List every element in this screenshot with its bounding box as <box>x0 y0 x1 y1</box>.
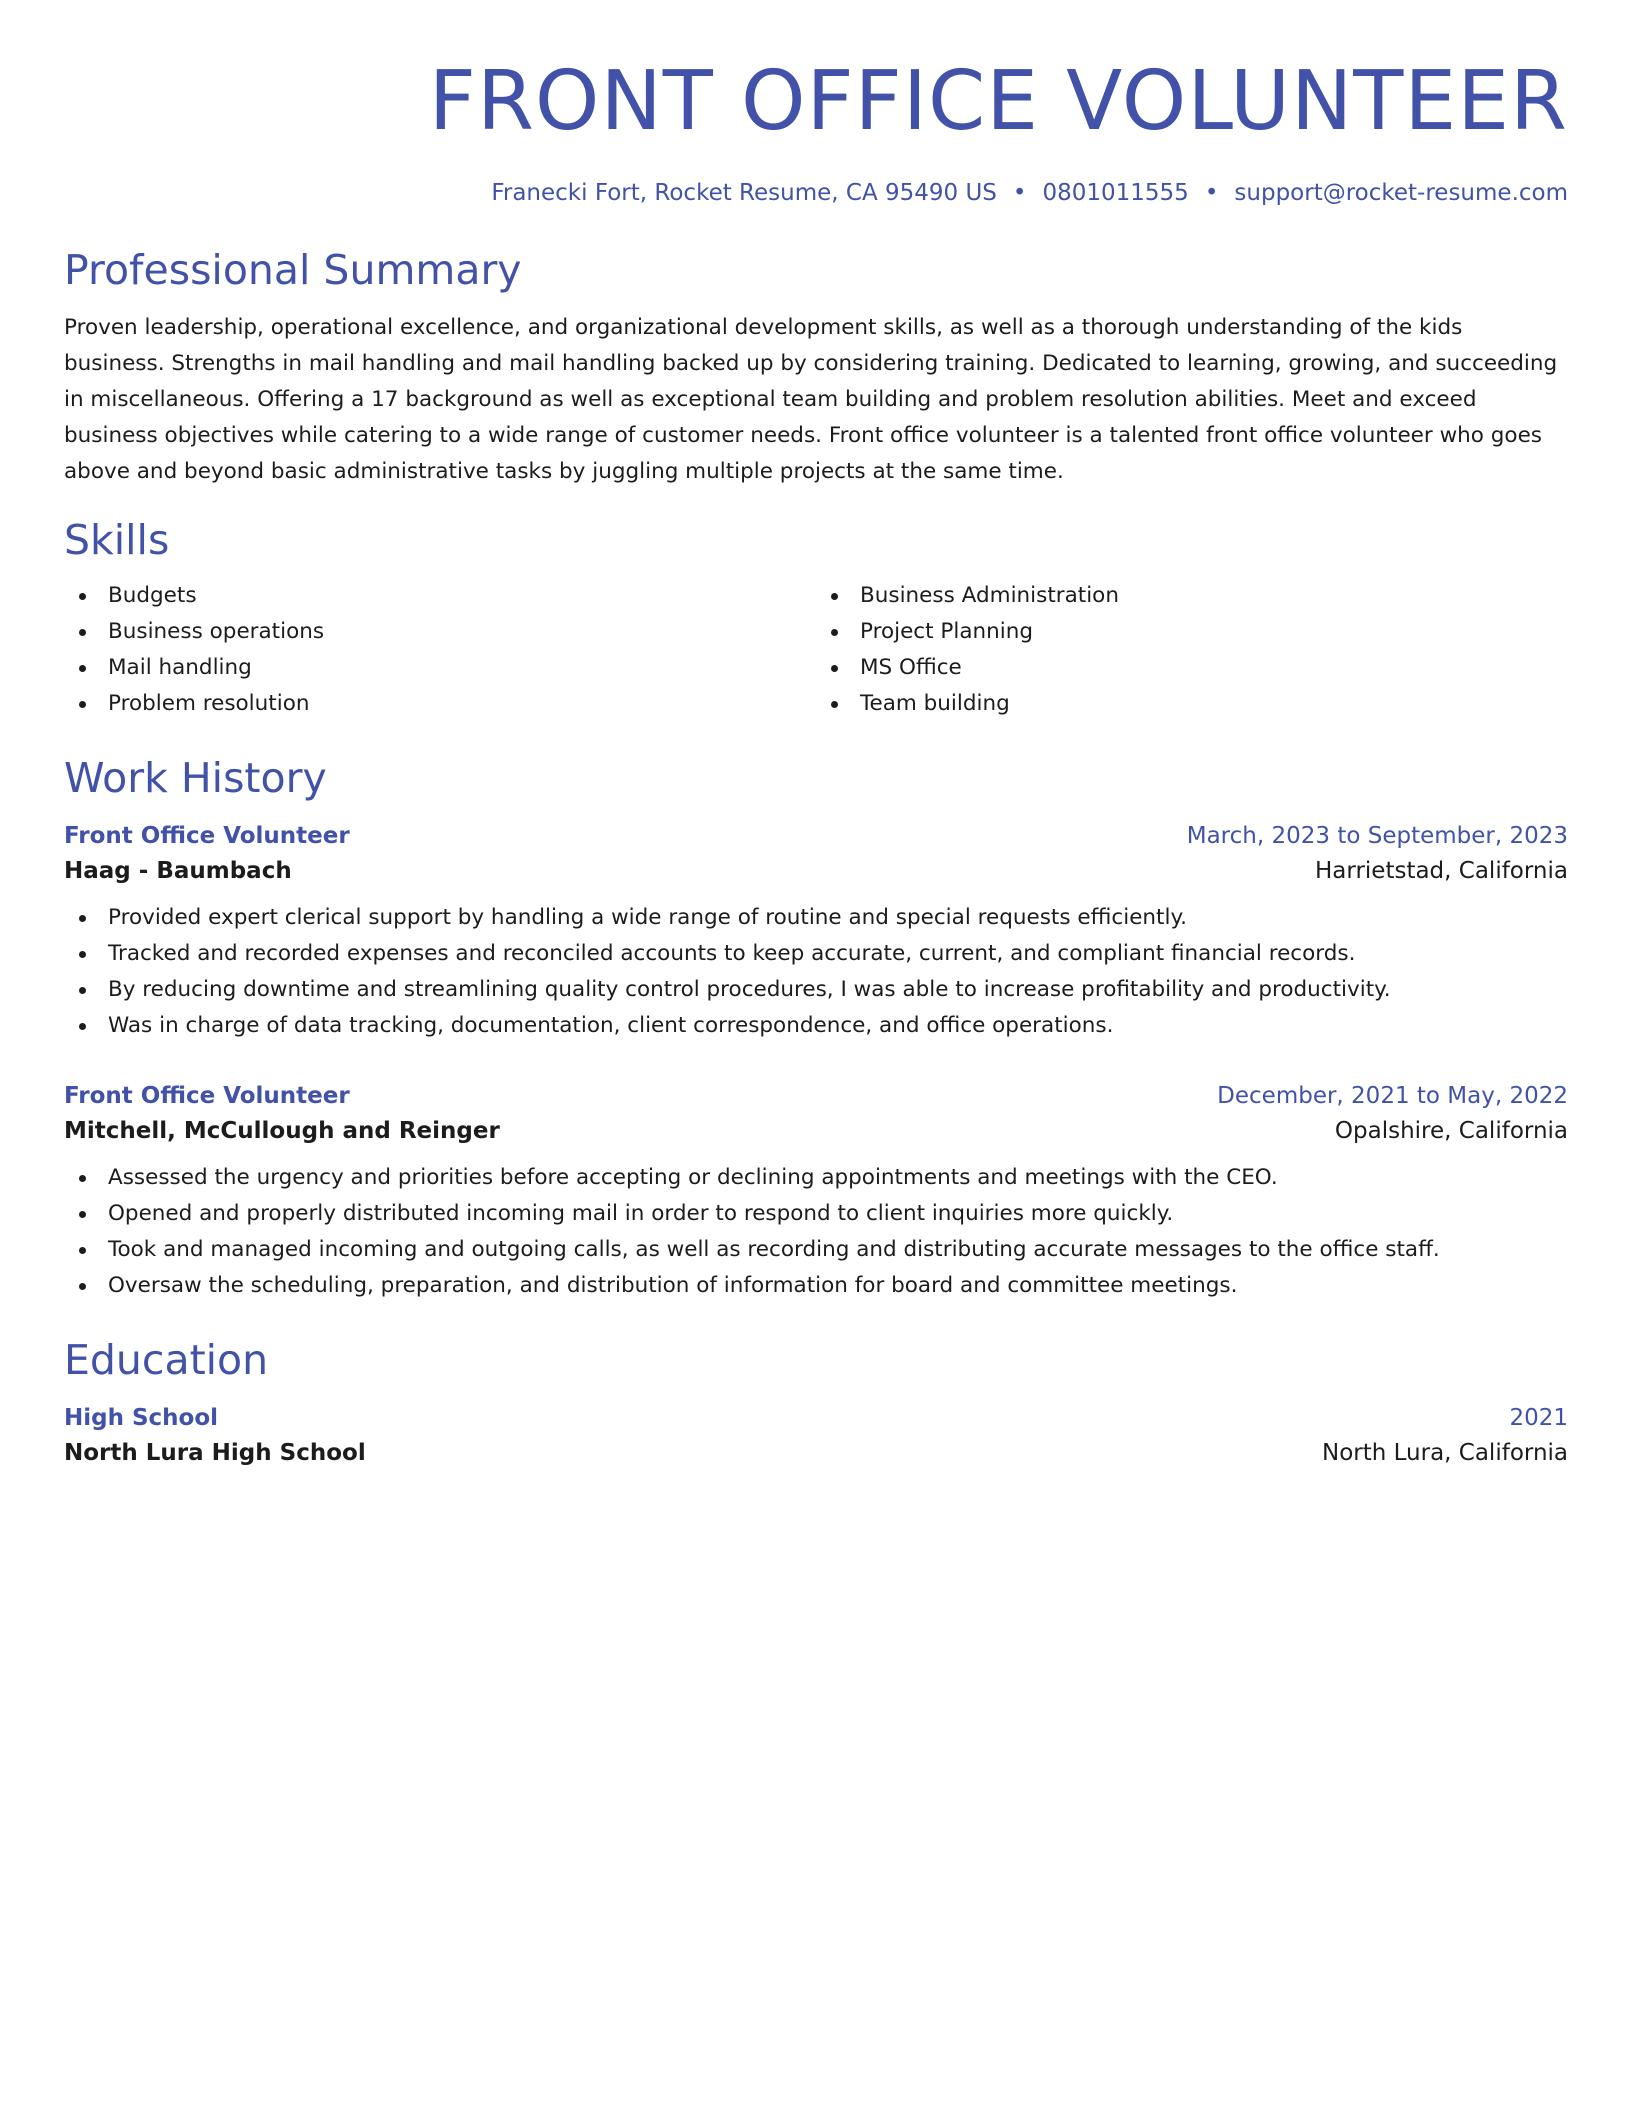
education-section <box>64 1334 1568 1472</box>
skill-item: Team building <box>816 686 1568 722</box>
education-school-row <box>64 1434 1568 1472</box>
job-bullet: Took and managed incoming and outgoing calls, as well as recording and distributing accurate messages to the office staff. <box>64 1232 1568 1268</box>
contact-separator: • <box>1012 180 1027 206</box>
education-school: North Lura High School <box>64 1440 366 1466</box>
job-bullet: By reducing downtime and streamlining quality control procedures, I was able to increase profitability and productivity. <box>64 972 1568 1008</box>
contact-separator: • <box>1204 180 1219 206</box>
skill-item: Business Administration <box>816 578 1568 614</box>
job-employer: Haag - Baumbach <box>64 858 292 884</box>
job-title: Front Office Volunteer <box>64 1083 350 1109</box>
section-title-work-history: Work History <box>64 754 327 802</box>
job-dates: December, 2021 to May, 2022 <box>1217 1083 1568 1109</box>
contact-phone: 0801011555 <box>1042 180 1189 206</box>
education-degree: High School <box>64 1405 219 1431</box>
job-bullet: Tracked and recorded expenses and reconciled accounts to keep accurate, current, and compliant financial records. <box>64 936 1568 972</box>
skill-item: Business operations <box>64 614 816 650</box>
section-title-education: Education <box>64 1336 269 1384</box>
skill-item: MS Office <box>816 650 1568 686</box>
job-location: Opalshire, California <box>1334 1118 1568 1144</box>
education-header-row <box>64 1402 1568 1434</box>
job-bullet: Was in charge of data tracking, documentation, client correspondence, and office operations. <box>64 1008 1568 1044</box>
section-title-skills: Skills <box>64 516 170 564</box>
skill-item: Mail handling <box>64 650 816 686</box>
contact-address: Franecki Fort, Rocket Resume, CA 95490 US <box>491 180 997 206</box>
job-bullets <box>64 900 1568 1044</box>
contact-line <box>64 178 1568 208</box>
job-header-row <box>64 820 1568 852</box>
skills-columns <box>64 578 1568 722</box>
job-bullets <box>64 1160 1568 1304</box>
candidate-name: FRONT OFFICE VOLUNTEER <box>428 54 1568 149</box>
education-year: 2021 <box>1509 1405 1568 1431</box>
skill-item: Project Planning <box>816 614 1568 650</box>
skill-item: Problem resolution <box>64 686 816 722</box>
contact-email[interactable]: support@rocket-resume.com <box>1234 180 1568 206</box>
work-history-section <box>64 752 1568 1304</box>
job-entry <box>64 820 1568 1044</box>
job-dates: March, 2023 to September, 2023 <box>1186 823 1568 849</box>
job-bullet: Assessed the urgency and priorities before accepting or declining appointments and meetings with the CEO. <box>64 1160 1568 1196</box>
job-employer-row <box>64 1112 1568 1150</box>
job-bullet: Oversaw the scheduling, preparation, and distribution of information for board and committee meetings. <box>64 1268 1568 1304</box>
job-entry <box>64 1080 1568 1304</box>
job-header-row <box>64 1080 1568 1112</box>
resume-header <box>64 0 1568 208</box>
job-bullet: Provided expert clerical support by handling a wide range of routine and special requests efficiently. <box>64 900 1568 936</box>
job-employer: Mitchell, McCullough and Reinger <box>64 1118 500 1144</box>
skills-list-left <box>64 578 816 722</box>
skills-section <box>64 514 1568 722</box>
education-location: North Lura, California <box>1321 1440 1568 1466</box>
job-location: Harrietstad, California <box>1315 858 1568 884</box>
job-bullet: Opened and properly distributed incoming mail in order to respond to client inquiries more quickly. <box>64 1196 1568 1232</box>
summary-section <box>64 244 1568 490</box>
job-employer-row <box>64 852 1568 890</box>
education-entry <box>64 1402 1568 1472</box>
skill-item: Budgets <box>64 578 816 614</box>
skills-list-right <box>816 578 1568 722</box>
section-title-summary: Professional Summary <box>64 246 522 294</box>
summary-text: Proven leadership, operational excellence, and organizational development skills, as well as a thorough understanding of the kids business. Strengths in mail handling and mail handling backed up by considering training. Dedicated to learning, growing, and succeeding in miscellaneous. Offering a 17 background as well as exceptional team building and problem resolution abilities. Meet and exceed business objectives while catering to a wide range of customer needs. Front office volunteer is a talented front office volunteer who goes above and beyond basic administrative tasks by juggling multiple projects at the same time. <box>64 315 1558 484</box>
job-title: Front Office Volunteer <box>64 823 350 849</box>
